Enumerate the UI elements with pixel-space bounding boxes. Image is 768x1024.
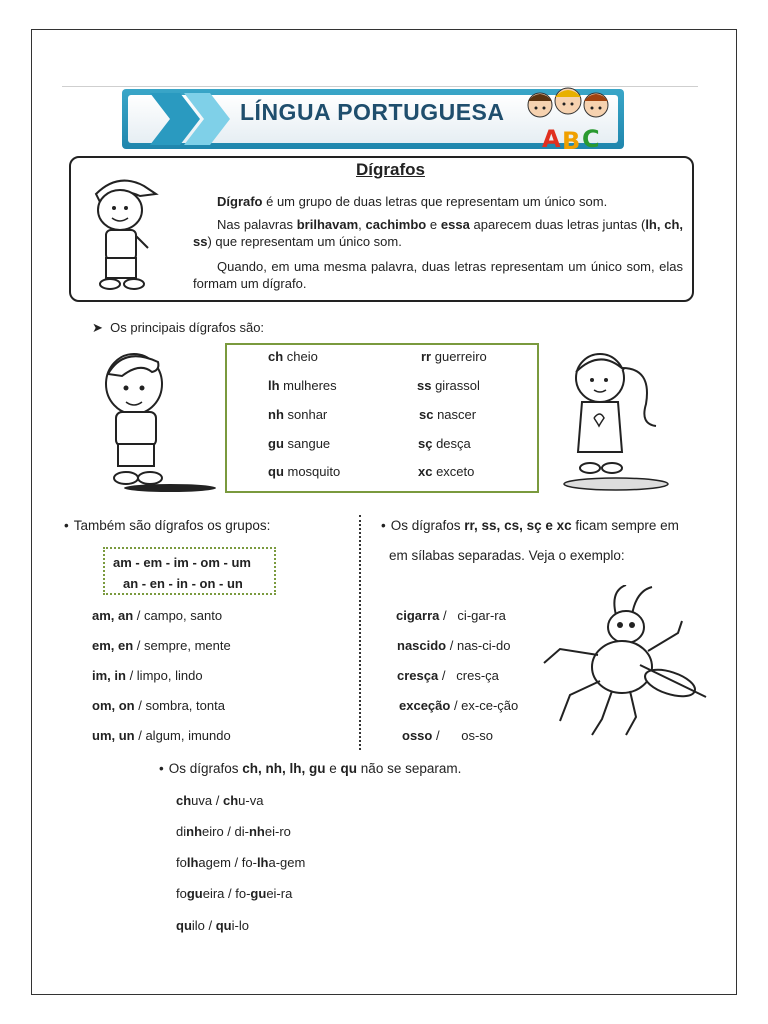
table-cell: xc exceto — [418, 464, 475, 479]
bottom-heading: • Os dígrafos ch, nh, lh, gu e qu não se separam. — [159, 761, 461, 776]
section-title: Dígrafos — [356, 160, 425, 179]
list-item: om, on / sombra, tonta — [92, 698, 225, 713]
kids-abc-logo — [518, 83, 618, 153]
list-item: cresça / cres-ça — [397, 668, 499, 683]
right-heading: • Os dígrafos rr, ss, cs, sç e xc ficam sempre em — [381, 518, 679, 533]
list-item: cigarra / ci-gar-ra — [396, 608, 506, 623]
table-cell: rr guerreiro — [421, 349, 487, 364]
list-item: exceção / ex-ce-ção — [399, 698, 519, 713]
list-item: nascido / nas-ci-do — [397, 638, 511, 653]
table-cell: ss girassol — [417, 378, 480, 393]
table-cell: nh sonhar — [268, 407, 328, 422]
list-item: im, in / limpo, lindo — [92, 668, 203, 683]
table-cell: lh mulheres — [268, 378, 337, 393]
table-cell: sc nascer — [419, 407, 477, 422]
boy-drawing — [100, 348, 220, 492]
groups-line-1: am - em - im - om - um — [113, 555, 251, 570]
definition-paragraph: Dígrafo é um grupo de duas letras que representam um único som. — [217, 194, 608, 209]
svg-text:A: A — [542, 125, 561, 153]
left-heading: • Também são dígrafos os grupos: — [64, 518, 270, 533]
table-cell: ch cheio — [268, 349, 318, 364]
table-cell: sç desça — [418, 436, 471, 451]
title-banner — [122, 89, 624, 153]
list-item: um, un / algum, imundo — [92, 728, 231, 743]
list-item: fogueira / fo-guei-ra — [176, 886, 293, 901]
examples-paragraph: Nas palavras brilhavam, cachimbo e essa aparecem duas letras juntas (lh, ch, ss) que representam um único som. — [193, 217, 683, 249]
banner-title: LÍNGUA PORTUGUESA — [240, 99, 505, 125]
list-item: osso / os-so — [402, 728, 494, 743]
arrow-bullet-icon: ➤ — [92, 320, 111, 335]
principais-heading: ➤ Os principais dígrafos são: — [92, 320, 265, 335]
groups-line-2: an - en - in - on - un — [123, 576, 243, 591]
table-cell: qu mosquito — [268, 464, 341, 479]
column-divider — [359, 515, 361, 750]
list-item: dinheiro / di-nhei-ro — [176, 824, 291, 839]
boy-with-cap-drawing — [82, 172, 160, 296]
digraphs-table — [225, 343, 539, 493]
cricket-violin-drawing — [540, 585, 710, 740]
chevron-arrows-icon — [144, 83, 234, 155]
list-item: am, an / campo, santo — [92, 608, 223, 623]
svg-text:C: C — [582, 125, 600, 153]
list-item: em, en / sempre, mente — [92, 638, 231, 653]
svg-text:B: B — [562, 127, 581, 153]
girl-drawing — [560, 348, 672, 494]
list-item: chuva / chu-va — [176, 793, 264, 808]
conclusion-paragraph: Quando, em uma mesma palavra, duas letras representam um único som, elas formam um dígrafo. — [193, 259, 683, 291]
list-item: folhagem / fo-lha-gem — [176, 855, 306, 870]
list-item: quilo / qui-lo — [176, 918, 249, 933]
right-heading-cont: em sílabas separadas. Veja o exemplo: — [389, 548, 625, 563]
table-cell: gu sangue — [268, 436, 331, 451]
